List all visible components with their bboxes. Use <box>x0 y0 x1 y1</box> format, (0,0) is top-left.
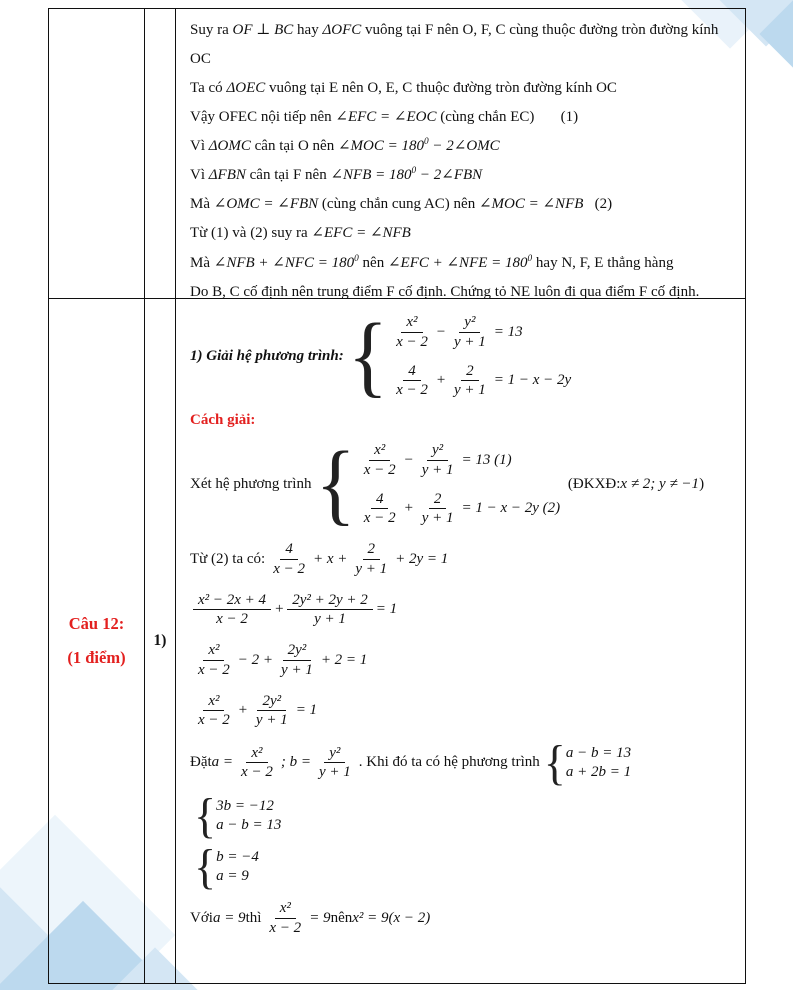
fraction <box>193 591 271 630</box>
text-run: Mà <box>190 196 214 213</box>
question-cell-empty <box>49 9 145 299</box>
fraction <box>314 744 356 783</box>
text-run: a − b = 13 <box>216 817 282 834</box>
fraction-numerator: y² <box>324 744 345 764</box>
content-line <box>190 735 735 790</box>
text-run: Ta có <box>190 80 227 97</box>
equation-system <box>543 735 632 790</box>
system-equation <box>388 362 571 401</box>
fraction <box>264 899 306 938</box>
fraction <box>417 490 459 529</box>
fraction-denominator: y + 1 <box>255 712 288 729</box>
solution-text-algebra <box>176 299 745 983</box>
text-run: + <box>274 601 285 618</box>
fraction-denominator: x − 2 <box>241 764 273 781</box>
text-run: Từ (1) và (2) suy ra <box>190 225 312 242</box>
text-run: a = 9 <box>216 867 249 884</box>
superscript: 0 <box>423 137 429 148</box>
text-run: − 2 + <box>237 651 274 668</box>
question-number: Câu 12: <box>68 614 125 633</box>
fraction-denominator: y + 1 <box>355 560 388 577</box>
text-run: ∠OMC = ∠FBN <box>213 196 319 213</box>
fraction-numerator: x² <box>203 641 224 661</box>
left-brace: { <box>194 789 217 843</box>
fraction <box>391 313 433 352</box>
text-run: = 13 <box>493 323 523 340</box>
text-run: Do B, C cố định nên trung điểm F cố định. Chứng tỏ NE luôn đi qua điểm F cố định. <box>190 283 700 300</box>
fraction-numerator: 2 <box>363 540 381 560</box>
content-line <box>190 434 735 535</box>
text-run: = 1 <box>295 702 318 719</box>
fraction-denominator: y + 1 <box>453 333 486 350</box>
superscript: 0 <box>354 253 359 264</box>
text-run: Mà <box>190 254 214 271</box>
solution-table <box>48 8 746 984</box>
fraction-numerator: 2 <box>429 490 447 510</box>
equation-system <box>194 839 259 894</box>
system-rows <box>356 441 560 528</box>
content-line <box>190 161 735 190</box>
text-run: = 1 − x − 2y <box>493 372 572 389</box>
text-run: + <box>435 372 446 389</box>
part-cell-empty <box>145 9 176 299</box>
solution-text-geometry <box>176 9 745 299</box>
fraction <box>193 692 235 731</box>
equation-system <box>194 789 282 843</box>
text-run: cân tại O nên <box>250 138 338 155</box>
fraction-denominator: x − 2 <box>363 461 396 478</box>
fraction-numerator: 4 <box>403 362 421 382</box>
superscript: 0 <box>527 253 533 264</box>
content-line <box>190 219 735 248</box>
text-run: Vậy OFEC nội tiếp nên <box>190 109 336 126</box>
text-run: . Khi đó ta có hệ phương trình <box>358 754 540 771</box>
text-run: hay <box>293 22 323 39</box>
fraction-numerator: 4 <box>371 490 389 510</box>
text-run: = 9 <box>309 909 331 926</box>
fraction-denominator: y + 1 <box>281 661 313 678</box>
text-run: OF ⊥ BC <box>232 22 294 39</box>
text-run: ΔOMC <box>208 138 251 155</box>
text-run: ΔFBN <box>208 167 246 184</box>
fraction-numerator: y² <box>459 313 480 333</box>
question-label-cell <box>49 299 145 983</box>
text-run: ∠NFB + ∠NFC = 180 <box>213 254 355 271</box>
system-equation <box>388 313 523 352</box>
fraction-denominator: x − 2 <box>198 712 230 729</box>
fraction <box>350 540 392 579</box>
fraction <box>268 540 310 579</box>
content-line <box>190 74 735 103</box>
text-run: ∠NFB = 180 <box>330 167 412 184</box>
system-equation <box>216 798 274 815</box>
fraction <box>449 362 491 401</box>
text-run: ∠EFC = ∠NFB <box>311 225 411 242</box>
equation-system <box>315 434 561 535</box>
text-run: vuông tại E nên O, E, C thuộc đường tròn đường kính OC <box>265 80 617 97</box>
text-run: (ĐKXĐ: <box>564 476 621 493</box>
fraction-denominator: x − 2 <box>269 919 302 936</box>
text-run: nên <box>330 909 353 926</box>
fraction-denominator: x − 2 <box>216 611 248 628</box>
fraction-denominator: y + 1 <box>421 510 454 527</box>
text-run: (2) <box>583 196 613 213</box>
fraction <box>251 692 293 731</box>
text-run: ) <box>699 476 705 493</box>
fraction-denominator: x − 2 <box>396 333 428 350</box>
system-equation <box>356 441 512 480</box>
content-line <box>190 412 735 429</box>
system-equation <box>216 849 259 866</box>
content-line <box>190 16 735 74</box>
content-line <box>190 692 735 731</box>
text-run: + x + <box>312 550 348 567</box>
text-run: thì <box>245 909 262 926</box>
system-rows <box>216 849 259 885</box>
fraction-numerator: 2y² <box>257 692 286 712</box>
text-run: 3b = −12 <box>216 798 274 815</box>
equation-system <box>347 305 572 407</box>
text-run: = 13 (1) <box>461 451 512 468</box>
text-run: Suy ra <box>190 22 233 39</box>
fraction-denominator: y + 1 <box>453 382 486 399</box>
system-equation <box>566 764 631 781</box>
text-run: − 2∠OMC <box>428 138 500 155</box>
left-brace: { <box>347 305 389 407</box>
system-equation <box>566 745 631 762</box>
text-run: a = <box>211 754 234 771</box>
fraction-numerator: x² <box>401 313 422 333</box>
text-run: vuông tại F nên O, F, C cùng thuộc đường tròn đường kính OC <box>190 22 719 68</box>
text-run: a − b = 13 <box>565 744 632 761</box>
fraction-denominator: y + 1 <box>314 611 346 628</box>
fraction-numerator: x² <box>246 744 267 764</box>
content-line <box>190 305 735 407</box>
fraction-numerator: y² <box>427 441 448 461</box>
fraction <box>391 362 433 401</box>
content-line <box>190 190 735 219</box>
text-run: + 2y = 1 <box>395 550 449 567</box>
content-line <box>190 103 735 132</box>
part-label-cell <box>145 299 176 983</box>
fraction-denominator: y + 1 <box>318 764 351 781</box>
text-run: a = 9 <box>212 909 246 926</box>
text-run: + <box>403 500 414 517</box>
text-run: − 2∠FBN <box>416 167 483 184</box>
fraction <box>449 313 491 352</box>
fraction-numerator: 2y² <box>283 641 312 661</box>
fraction <box>359 490 401 529</box>
content-line <box>190 899 735 938</box>
text-run: Vì <box>190 167 209 184</box>
content-line <box>190 132 735 161</box>
text-run: − <box>435 323 446 340</box>
content-line <box>190 641 735 680</box>
text-run: ∠MOC = 180 <box>337 138 424 155</box>
text-run: nên <box>358 254 388 271</box>
left-brace: { <box>194 839 217 894</box>
fraction-denominator: x − 2 <box>363 510 396 527</box>
text-run: Vì <box>190 138 209 155</box>
text-run: ∠EFC + ∠NFE = 180 <box>387 254 528 271</box>
fraction-numerator: x² − 2x + 4 <box>193 591 271 611</box>
content-line <box>190 249 735 278</box>
text-run: (cùng chắn EC) (1) <box>436 109 579 126</box>
fraction-numerator: 2 <box>461 362 479 382</box>
text-run: Xét hệ phương trình <box>190 476 312 493</box>
fraction-denominator: x − 2 <box>273 560 305 577</box>
content-line <box>190 540 735 579</box>
question-points: (1 điểm) <box>67 648 126 667</box>
fraction-numerator: 4 <box>280 540 298 560</box>
text-run: a + 2b = 1 <box>565 763 632 780</box>
fraction <box>236 744 278 783</box>
part-number: 1) <box>153 632 167 649</box>
fraction <box>276 641 318 680</box>
method-heading: Cách giải: <box>190 412 256 429</box>
fraction-numerator: x² <box>369 441 390 461</box>
content-line <box>190 591 735 630</box>
text-run: Với <box>190 909 213 926</box>
text-run: hay N, F, E thẳng hàng <box>532 254 674 271</box>
fraction-numerator: x² <box>203 692 224 712</box>
left-brace: { <box>315 434 356 535</box>
fraction-denominator: x − 2 <box>396 382 428 399</box>
fraction-numerator: 2y² + 2y + 2 <box>287 591 373 611</box>
left-brace: { <box>543 735 566 790</box>
text-run: ; b = <box>280 754 311 771</box>
text-run: Từ (2) ta có: <box>190 550 266 567</box>
fraction <box>287 591 373 630</box>
text-run: − <box>403 451 414 468</box>
fraction <box>193 641 235 680</box>
system-equation <box>216 817 281 834</box>
text-run: ∠EFC = ∠EOC <box>335 109 437 126</box>
text-run: + <box>237 702 248 719</box>
system-rows <box>566 745 631 781</box>
text-run: = 1 <box>375 601 398 618</box>
text-run: = 1 − x − 2y (2) <box>461 500 561 517</box>
text-run: Đặt <box>190 754 212 771</box>
fraction <box>417 441 459 480</box>
system-rows <box>388 313 571 400</box>
text-run: ∠MOC = ∠NFB <box>478 196 584 213</box>
text-run: ΔOFC <box>322 22 362 39</box>
superscript: 0 <box>411 166 417 177</box>
text-run: b = −4 <box>216 848 259 865</box>
text-run: 1) Giải hệ phương trình: <box>190 348 344 364</box>
fraction-numerator: x² <box>275 899 296 919</box>
text-run: cân tại F nên <box>245 167 331 184</box>
content-line <box>190 839 735 894</box>
text-run: (cùng chắn cung AC) nên <box>318 196 479 213</box>
system-equation <box>216 868 249 885</box>
content-line <box>190 789 735 843</box>
system-rows <box>216 798 281 834</box>
system-equation <box>356 490 560 529</box>
text-run: + 2 = 1 <box>320 651 368 668</box>
text-run: x² = 9(x − 2) <box>352 909 431 926</box>
text-run: ΔOEC <box>226 80 266 97</box>
fraction-denominator: x − 2 <box>198 661 230 678</box>
fraction <box>359 441 401 480</box>
fraction-denominator: y + 1 <box>421 461 454 478</box>
text-run: x ≠ 2; y ≠ −1 <box>620 476 700 493</box>
